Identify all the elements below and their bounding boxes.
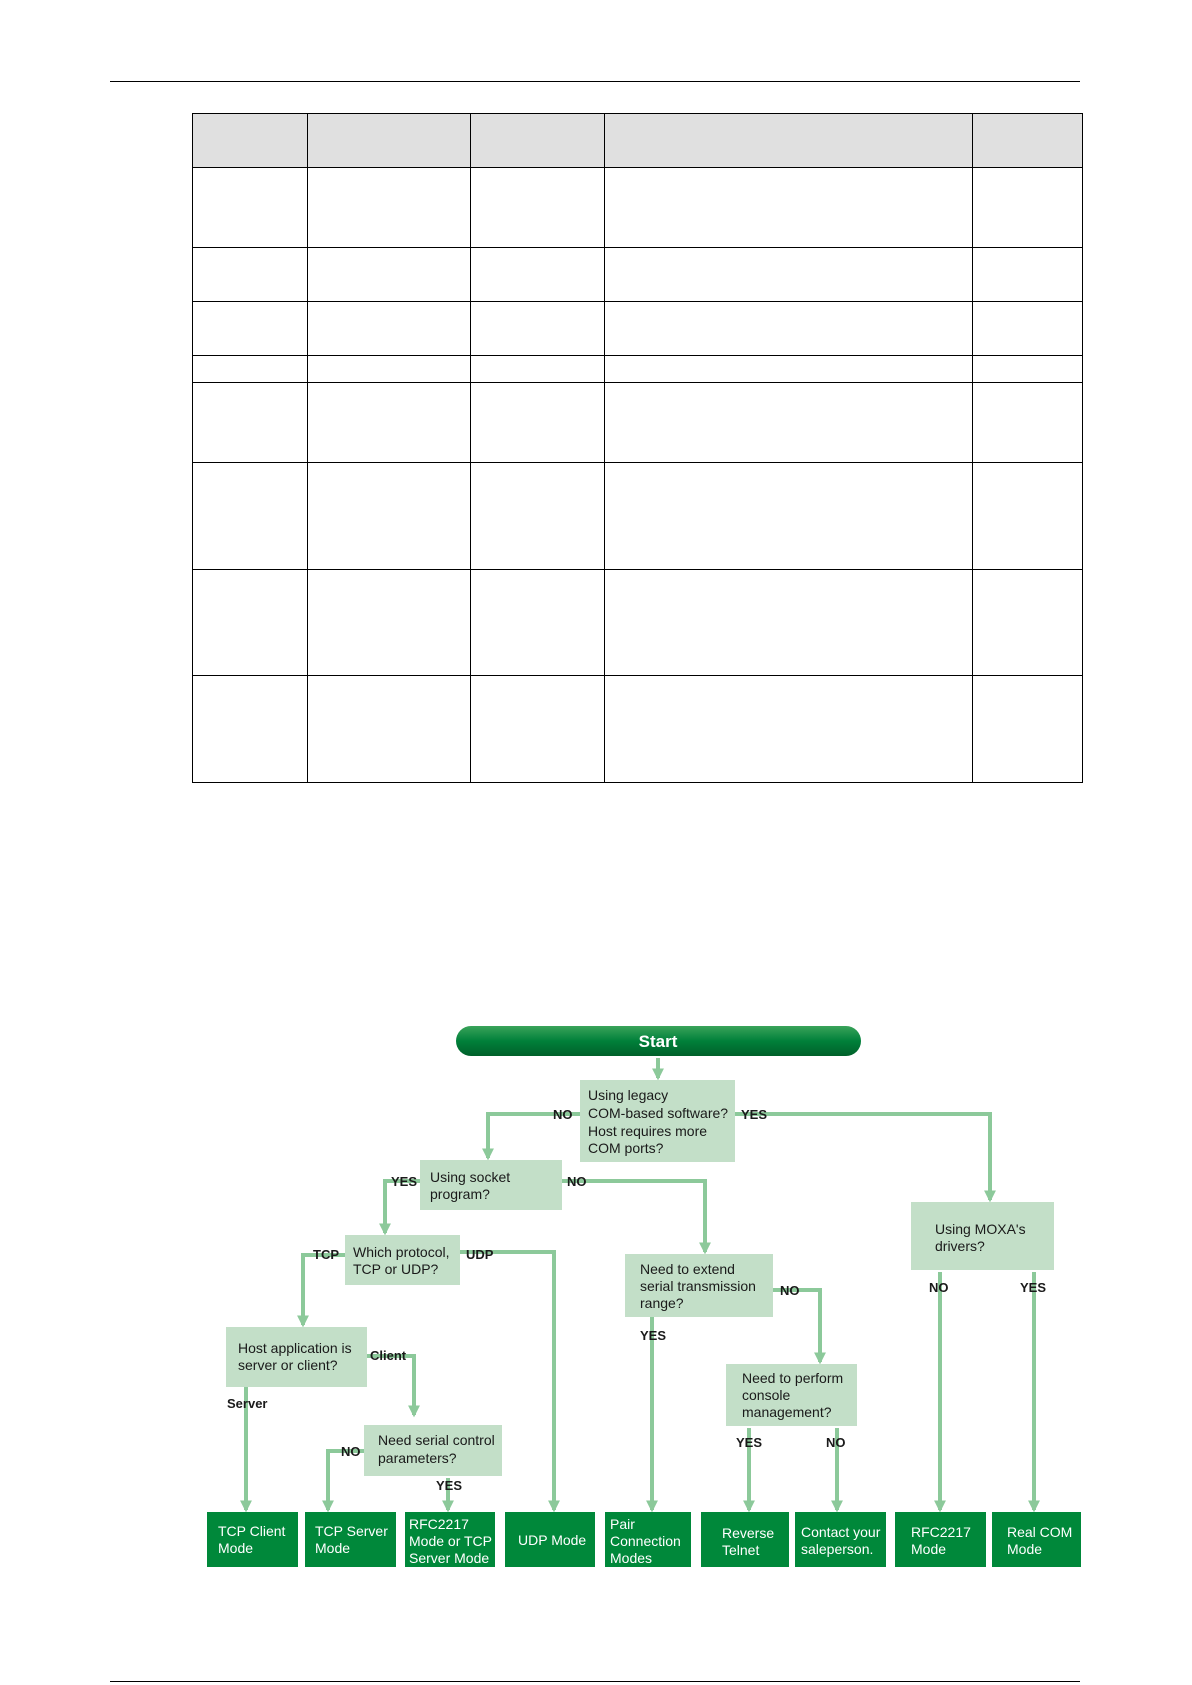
table-cell bbox=[193, 168, 308, 248]
table-row bbox=[193, 383, 1083, 463]
mode-rfc2217-or-tcp-server bbox=[405, 1512, 496, 1567]
question-legacy-software bbox=[580, 1080, 735, 1162]
table-header-cell bbox=[193, 114, 308, 168]
edge-label: NO bbox=[567, 1174, 587, 1189]
table-cell bbox=[308, 302, 471, 356]
start-node bbox=[456, 1026, 861, 1056]
edge-legacy-yes bbox=[735, 1114, 990, 1200]
table-cell bbox=[193, 463, 308, 569]
mode-text: TCP Client Mode bbox=[218, 1523, 286, 1556]
table-cell bbox=[308, 463, 471, 569]
header-rule bbox=[110, 81, 1080, 82]
start-label: Start bbox=[638, 1032, 678, 1051]
table-cell bbox=[605, 248, 973, 302]
table-cell bbox=[471, 383, 605, 463]
table-header-cell bbox=[973, 114, 1083, 168]
table-cell bbox=[605, 302, 973, 356]
edge-label: NO bbox=[553, 1107, 573, 1122]
edge-label: YES bbox=[1020, 1280, 1047, 1295]
edge-label: TCP bbox=[313, 1247, 339, 1262]
question-box bbox=[420, 1160, 562, 1210]
mode-udp bbox=[505, 1512, 595, 1567]
mode-text: Real COM Mode bbox=[1007, 1524, 1073, 1557]
table-cell bbox=[973, 356, 1083, 383]
question-protocol bbox=[345, 1235, 460, 1285]
edge-serial-no bbox=[328, 1451, 364, 1510]
mode-contact-salesperson bbox=[795, 1512, 886, 1567]
table-cell bbox=[471, 168, 605, 248]
mode-pair-connection bbox=[605, 1512, 691, 1567]
table-cell bbox=[973, 248, 1083, 302]
table-cell bbox=[308, 356, 471, 383]
table-cell bbox=[193, 383, 308, 463]
table-cell bbox=[973, 463, 1083, 569]
table-cell bbox=[471, 675, 605, 782]
table-row bbox=[193, 302, 1083, 356]
table-header-cell bbox=[308, 114, 471, 168]
edge-label: YES bbox=[640, 1328, 667, 1343]
table-cell bbox=[193, 675, 308, 782]
question-text: Using socket program? bbox=[430, 1169, 511, 1202]
question-text: Which protocol, TCP or UDP? bbox=[353, 1244, 450, 1277]
table-cell bbox=[973, 383, 1083, 463]
table-row bbox=[193, 463, 1083, 569]
mode-real-com bbox=[992, 1512, 1081, 1567]
question-text: Need to extend serial transmission range? bbox=[640, 1261, 756, 1311]
question-text: Using legacy COM-based software? Host requires more COM ports? bbox=[588, 1087, 729, 1156]
table-cell bbox=[973, 675, 1083, 782]
table-cell bbox=[973, 302, 1083, 356]
mode-tcp-server bbox=[305, 1512, 396, 1567]
table-cell bbox=[471, 569, 605, 675]
table-cell bbox=[193, 356, 308, 383]
table-cell bbox=[308, 675, 471, 782]
table-row bbox=[193, 569, 1083, 675]
table-cell bbox=[471, 463, 605, 569]
table-cell bbox=[605, 168, 973, 248]
table-row bbox=[193, 168, 1083, 248]
question-text: Need to perform console management? bbox=[742, 1370, 844, 1420]
table-row bbox=[193, 675, 1083, 782]
mode-text: TCP Server Mode bbox=[315, 1523, 388, 1556]
mode-text: Reverse Telnet bbox=[722, 1525, 775, 1558]
table-cell bbox=[973, 569, 1083, 675]
edge-host-client bbox=[367, 1356, 414, 1415]
table-cell bbox=[471, 356, 605, 383]
mode-selection-flowchart bbox=[0, 1010, 1192, 1600]
table-cell bbox=[193, 302, 308, 356]
table-cell bbox=[308, 168, 471, 248]
question-serial-control bbox=[364, 1425, 502, 1476]
table-header-row bbox=[193, 114, 1083, 168]
mode-text: UDP Mode bbox=[518, 1532, 587, 1548]
edge-label: NO bbox=[341, 1444, 361, 1459]
question-text: Using MOXA's drivers? bbox=[935, 1221, 1026, 1254]
edge-label: YES bbox=[741, 1107, 768, 1122]
edge-label: NO bbox=[826, 1435, 846, 1450]
edge-label: Client bbox=[370, 1348, 407, 1363]
footer-rule bbox=[110, 1681, 1080, 1682]
table-cell bbox=[605, 463, 973, 569]
mode-tcp-client bbox=[207, 1512, 298, 1567]
table-cell bbox=[308, 248, 471, 302]
edge-label: UDP bbox=[466, 1247, 494, 1262]
question-host-application bbox=[226, 1327, 367, 1387]
edge-label: NO bbox=[929, 1280, 949, 1295]
table-cell bbox=[605, 383, 973, 463]
edge-protocol-tcp bbox=[303, 1255, 345, 1325]
table-cell bbox=[308, 569, 471, 675]
table-cell bbox=[471, 248, 605, 302]
edge-label: YES bbox=[391, 1174, 418, 1189]
edge-label: NO bbox=[780, 1283, 800, 1298]
table-cell bbox=[605, 356, 973, 383]
edge-extend-no bbox=[773, 1290, 820, 1362]
question-text: Need serial control parameters? bbox=[378, 1432, 495, 1466]
table-row bbox=[193, 356, 1083, 383]
edge-label: YES bbox=[736, 1435, 763, 1450]
table-header-cell bbox=[605, 114, 973, 168]
mode-rfc2217 bbox=[895, 1512, 986, 1567]
table-cell bbox=[193, 569, 308, 675]
question-console-management bbox=[726, 1364, 857, 1426]
mode-text: Contact your saleperson. bbox=[801, 1524, 881, 1557]
edge-label: Server bbox=[227, 1396, 268, 1411]
table-row bbox=[193, 248, 1083, 302]
edge-label: YES bbox=[436, 1478, 463, 1493]
table-cell bbox=[193, 248, 308, 302]
spec-table bbox=[192, 113, 1083, 783]
question-extend-range bbox=[625, 1254, 773, 1317]
mode-text: RFC2217 Mode bbox=[911, 1524, 971, 1557]
table-cell bbox=[471, 302, 605, 356]
table-header-cell bbox=[471, 114, 605, 168]
edge-socket-no bbox=[562, 1181, 705, 1252]
mode-text: RFC2217 Mode or TCP Server Mode bbox=[409, 1516, 492, 1566]
table-cell bbox=[308, 383, 471, 463]
mode-reverse-telnet bbox=[701, 1512, 789, 1567]
question-text: Host application is server or client? bbox=[238, 1340, 352, 1373]
mode-text: Pair Connection Modes bbox=[610, 1516, 681, 1566]
table-cell bbox=[605, 569, 973, 675]
question-moxa-drivers bbox=[911, 1202, 1054, 1270]
table-cell bbox=[973, 168, 1083, 248]
question-box bbox=[345, 1235, 460, 1285]
question-socket-program bbox=[420, 1160, 562, 1210]
table-cell bbox=[605, 675, 973, 782]
